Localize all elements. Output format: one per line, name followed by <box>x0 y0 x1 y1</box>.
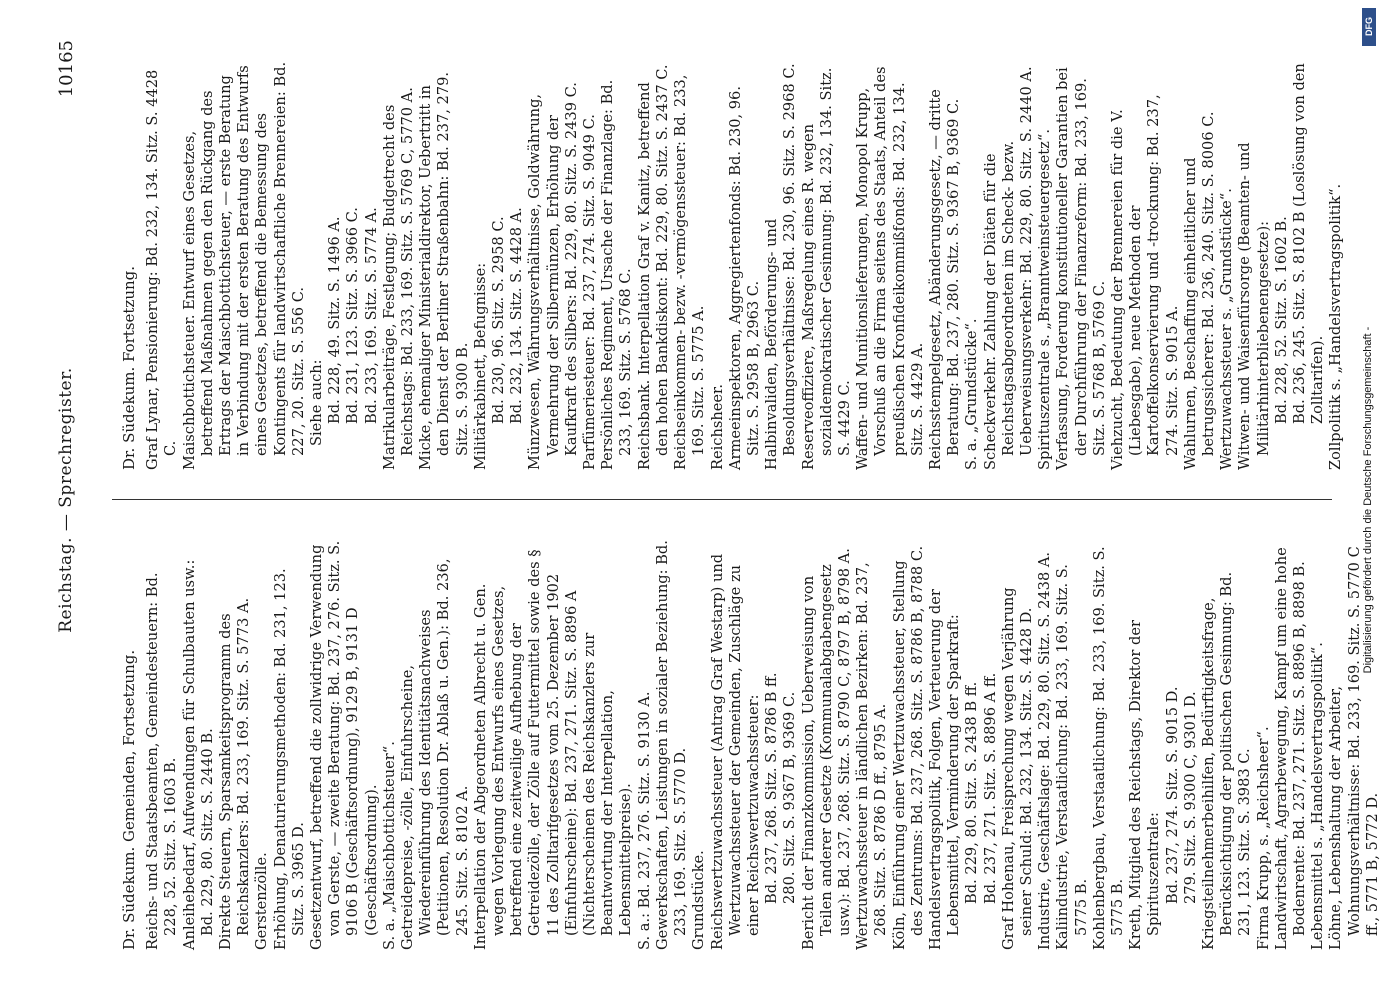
register-entry: Kriegsteilnehmerbeihilfen, Bedürftigkeitsfrage, Berücksichtigung der politischen Gesinnung: Bd. 231, 123. Sitz. S. 3983 C. <box>1199 571 1254 950</box>
register-entry: Münzwesen, Währungsverhältnisse, Goldwährung, Vermehrung der Silbermünzen, Erhöhung der Kaufkraft des Silbers: Bd. 229, 80. Sitz. S. 2439 C. <box>526 82 580 470</box>
register-entry: Siehe auch: <box>308 359 326 446</box>
register-entry: Halbinvaliden, Beförderungs- und Besoldungsverhältnisse: Bd. 230, 96. Sitz. S. 2968 C. <box>763 63 799 470</box>
register-entry: 280. Sitz. S. 9367 B, 9369 C. <box>781 691 799 904</box>
register-entry: 279. Sitz. S. 9300 C, 9301 D. <box>1181 691 1199 904</box>
column-divider <box>112 499 1332 500</box>
register-entry: Handelsvertragspolitik, Folgen, Verteuerung der Lebensmittel, Verminderung der Sparkraft: <box>926 589 963 950</box>
register-entry: Zollpolitik s. „Handelsvertragspolitik“. <box>1327 183 1345 470</box>
register-entry: Militärkabinett, Befugnisse: <box>471 262 489 470</box>
page-number: 10165 <box>56 40 77 98</box>
register-entry: Wertzuwachssteuer in ländlichen Bezirken: Bd. 237, 268. Sitz. S. 8786 D ff., 8795 A. <box>854 562 890 950</box>
register-entry: Kohlenbergbau, Verstaatlichung: Bd. 233, 169. Sitz. S. 5775 B. <box>1090 546 1126 950</box>
register-entry: S. a. „Grundstücke“. <box>963 318 981 470</box>
register-entry: Armeeinspektoren, Aggregiertenfonds: Bd. 230, 96. Sitz. S. 2958 B, 2963 C. <box>726 86 762 470</box>
register-entry: Reichsheer. <box>708 383 726 470</box>
register-entry: Reichseinkommen- bezw. -vermögenssteuer: Bd. 233, 169. Sitz. S. 5775 A. <box>672 74 708 470</box>
register-entry: Scheckverkehr. Zahlung der Diäten für die Reichstagsabgeordneten im Scheck- bezw. Ueberweisungsverkehr: Bd. 229, 80. Sitz. S. 2440 A. <box>981 66 1035 470</box>
digitization-credit: Digitalisierung gefördert durch die Deutsche Forschungsgemeinschaft - <box>1362 326 1374 674</box>
register-entry: Graf Lynar, Pensionierung: Bd. 232, 134. Sitz. S. 4428 C. <box>144 69 180 470</box>
register-entry: Kreth, Mitglied des Reichstags, Direktor der Spirituszentrale: <box>1127 619 1163 950</box>
register-entry: Bd. 231, 123. Sitz. S. 3966 C. <box>344 207 362 424</box>
dfg-logo: DFG <box>1362 8 1376 46</box>
register-entry: Matrikularbeiträge, Festlegung; Budgetrecht des Reichstags: Bd. 233, 169. Sitz. S. 5769 C, 5770 A. <box>380 87 417 470</box>
register-entry: S. a. „Maischbottichsteuer“. <box>380 741 398 950</box>
register-entry: Bd. 228, 52. Sitz. S. 1602 B. <box>1272 216 1290 424</box>
register-entry: Persönliches Regiment, Ursache der Finanzlage: Bd. 233, 169. Sitz. S. 5768 C. <box>599 79 635 470</box>
register-entry: Direkte Steuern, Sparsamkeitsprogramm des Reichskanzlers: Bd. 233, 169. Sitz. S. 5773 A. <box>217 597 253 950</box>
register-entry: Firma Krupp, s. „Reichsheer“. <box>1254 726 1272 950</box>
register-entry: Viehzucht, Bedeutung der Brennereien für die V. (Liebesgabe), neue Methoden der Kartoffelkonservierung und -trocknung: Bd. 237, 274. Sitz. S. 9015 A. <box>1108 94 1181 470</box>
register-entry: Witwen- und Waisenfürsorge (Beamten- und Militärhinterbliebenengesetze): <box>1236 142 1272 470</box>
register-entry: Lebensmittel s. „Handelsvertragspolitik“. <box>1309 642 1327 950</box>
running-header <box>48 30 88 970</box>
register-entry: Bd. 229, 80. Sitz. S. 2438 B ff. <box>963 681 981 904</box>
register-entry: S. a.: Bd. 237, 276. Sitz. S. 9130 A. <box>635 691 653 950</box>
register-entry: Gerstenzölle. <box>253 852 271 950</box>
register-entry: Waffen- und Munitionslieferungen, Monopol Krupp, Vorschuß an die Firma seitens des Staats, Anteil des preußischen Kronfideikommißfonds: Bd. 232, 134. Sitz. S. 4429 A. <box>854 66 926 470</box>
register-entry: Wertzuwachssteuer s. „Grundstücke“. <box>1218 188 1236 470</box>
header-title: Reichstag. — Sprechregister. <box>56 367 76 633</box>
register-entry: Verfassung, Forderung konstitutioneller Garantien bei der Durchführung der Finanzreform: Bd. 233, 169. Sitz. S. 5768 B, 5769 C. <box>1054 67 1108 470</box>
register-entry: Industrie, Geschäftslage: Bd. 229, 80. Sitz. S. 2438 A. <box>1036 551 1054 950</box>
register-entry: Parfümeriesteuer: Bd. 237, 274. Sitz. S. 9049 C. <box>581 114 599 470</box>
register-entry: Kaliindustrie, Verstaatlichung: Bd. 233, 169. Sitz. S. 5775 B. <box>1054 564 1090 950</box>
right-column <box>120 60 1346 470</box>
register-entry: Interpellation der Abgeordneten Albrecht u. Gen. wegen Vorlegung des Entwurfs eines Gesetzes, betreffend eine zeitweilige Aufhebung der Getreidezölle, der Zölle auf Futtermittel sowie des § 11 des Zolltarifgesetzes vom 25. Dezember 1902 (Einfuhrscheine): Bd. 237, 271. Sitz. S. 8896 A (Nichterscheinen des Reichskanzlers zur Beantwortung der Interpellation, Lebensmittelpreise). <box>471 549 635 950</box>
register-entry: Reserveoffiziere, Maßregelung eines R. wegen sozialdemokratischer Gesinnung: Bd. 232, 134. Sitz. S. 4429 C. <box>799 67 853 470</box>
register-entry: Bericht der Finanzkommission, Ueberweisung von Teilen anderer Gesetze (Kommunalabgabengesetz usw.): Bd. 237, 268. Sitz. S. 8790 C, 8797 B, 8798 A. <box>799 548 853 950</box>
register-entry: Bd. 237, 268. Sitz. S. 8786 B ff. <box>763 672 781 904</box>
register-entry: Bd. 230, 96. Sitz. S. 2958 C. <box>490 216 508 424</box>
register-entry: Grundstücke. <box>690 850 708 950</box>
register-entry: Wahlurnen, Beschaffung einheitlicher und betrugssicherer: Bd. 236, 240. Sitz. S. 8006 C. <box>1181 111 1217 470</box>
register-entry: Erhöhung, Denaturierungsmethoden: Bd. 231, 123. Sitz. S. 3965 D. <box>271 568 307 950</box>
register-entry: Reichsstempelgesetz, Abänderungsgesetz, — dritte Beratung: Bd. 237, 280. Sitz. S. 9367 B, 9369 C. <box>926 89 963 470</box>
register-entry: Reichs- und Staatsbeamten, Gemeindesteuern: Bd. 228, 52. Sitz. S. 1603 B. <box>144 572 180 950</box>
register-entry: Anleihebedarf, Aufwendungen für Schulbauten usw.: Bd. 229, 80. Sitz. S. 2440 B. <box>180 559 216 950</box>
register-entry: Getreidepreise, -zölle, Einfuhrscheine, Wiedereinführung des Identitätsnachweises (Petitionen, Resolution Dr. Ablaß u. Gen.): Bd. 236, 245. Sitz. S. 8102 A. <box>399 558 471 950</box>
register-entry: Köln, Einführung einer Wertzuwachssteuer, Stellung des Zentrums: Bd. 237, 268. Sitz. S. 8786 B, 8788 C. <box>890 545 926 950</box>
register-entry: Reichsbank. Interpellation Graf v. Kanitz, betreffend den hohen Bankdiskont: Bd. 229, 80. Sitz. S. 2437 C. <box>635 64 671 470</box>
column-heading: Dr. Südekum. Gemeinden, Fortsetzung. <box>120 649 138 950</box>
register-entry: Bd. 236, 245. Sitz. S. 8102 B (Loslösung von den Zolltarifen). <box>1291 63 1327 424</box>
register-entry: Bd. 228, 49. Sitz. S. 1496 A. <box>326 216 344 424</box>
register-entry: Löhne, Lebenshaltung der Arbeiter, Wohnungsverhältnisse: Bd. 233, 169. Sitz. S. 5770 C ff., 5771 B, 5772 D. <box>1327 546 1381 950</box>
register-entry: Maischbottichsteuer. Entwurf eines Gesetzes, betreffend Maßnahmen gegen den Rückgang des Ertrags der Maischbottichsteuer, — erste Beratung in Verbindung mit der ersten Beratung des Entwurfs eines Gesetzes, betreffend die Bemessung des Kontingents für landwirtschaftliche Brennereien: Bd. 227, 20. Sitz. S. 556 C. <box>180 61 307 470</box>
left-column <box>120 540 1382 950</box>
column-heading: Dr. Südekum. Fortsetzung. <box>120 265 138 470</box>
register-entry: Bd. 237, 274. Sitz. S. 9015 D. <box>1163 686 1181 904</box>
register-entry: Spirituszentrale s. „Branntweinsteuergesetz“. <box>1036 129 1054 470</box>
register-entry: Gewerkschaften, Leistungen in sozialer Beziehung: Bd. 233, 169. Sitz. S. 5770 D. <box>653 540 690 950</box>
register-entry: Reichswertzuwachssteuer (Antrag Graf Westarp) und Wertzuwachssteuer der Gemeinden, Zuschläge zu einer Reichswertzuwachssteuer: <box>708 553 762 950</box>
register-entry: Bd. 233, 169. Sitz. S. 5774 A. <box>362 207 380 424</box>
register-entry: Gesetzentwurf, betreffend die zollwidrige Verwendung von Gerste, — zweite Beratung: Bd. 237, 276. Sitz. S. 9106 B (Geschäftsordnung), 9129 B, 9131 D (Geschäftsordnung). <box>308 540 380 950</box>
register-entry: Graf Hohenau, Freisprechung wegen Verjährung seiner Schuld: Bd. 232, 134. Sitz. S. 4428 D. <box>999 587 1035 950</box>
register-entry: Micke, ehemaliger Ministerialdirektor, Uebertritt in den Dienst der Berliner Straßenbahn: Bd. 237, 279. Sitz. S. 9300 B. <box>417 71 471 470</box>
register-entry: Bd. 232, 134. Sitz. S. 4428 A. <box>508 207 526 424</box>
register-entry: Bd. 237, 271. Sitz. S. 8896 A ff. <box>981 672 999 904</box>
register-entry: Landwirtschaft, Agrarbewegung, Kampf um eine hohe Bodenrente: Bd. 237, 271. Sitz. S. 8896 B, 8898 B. <box>1272 547 1308 950</box>
